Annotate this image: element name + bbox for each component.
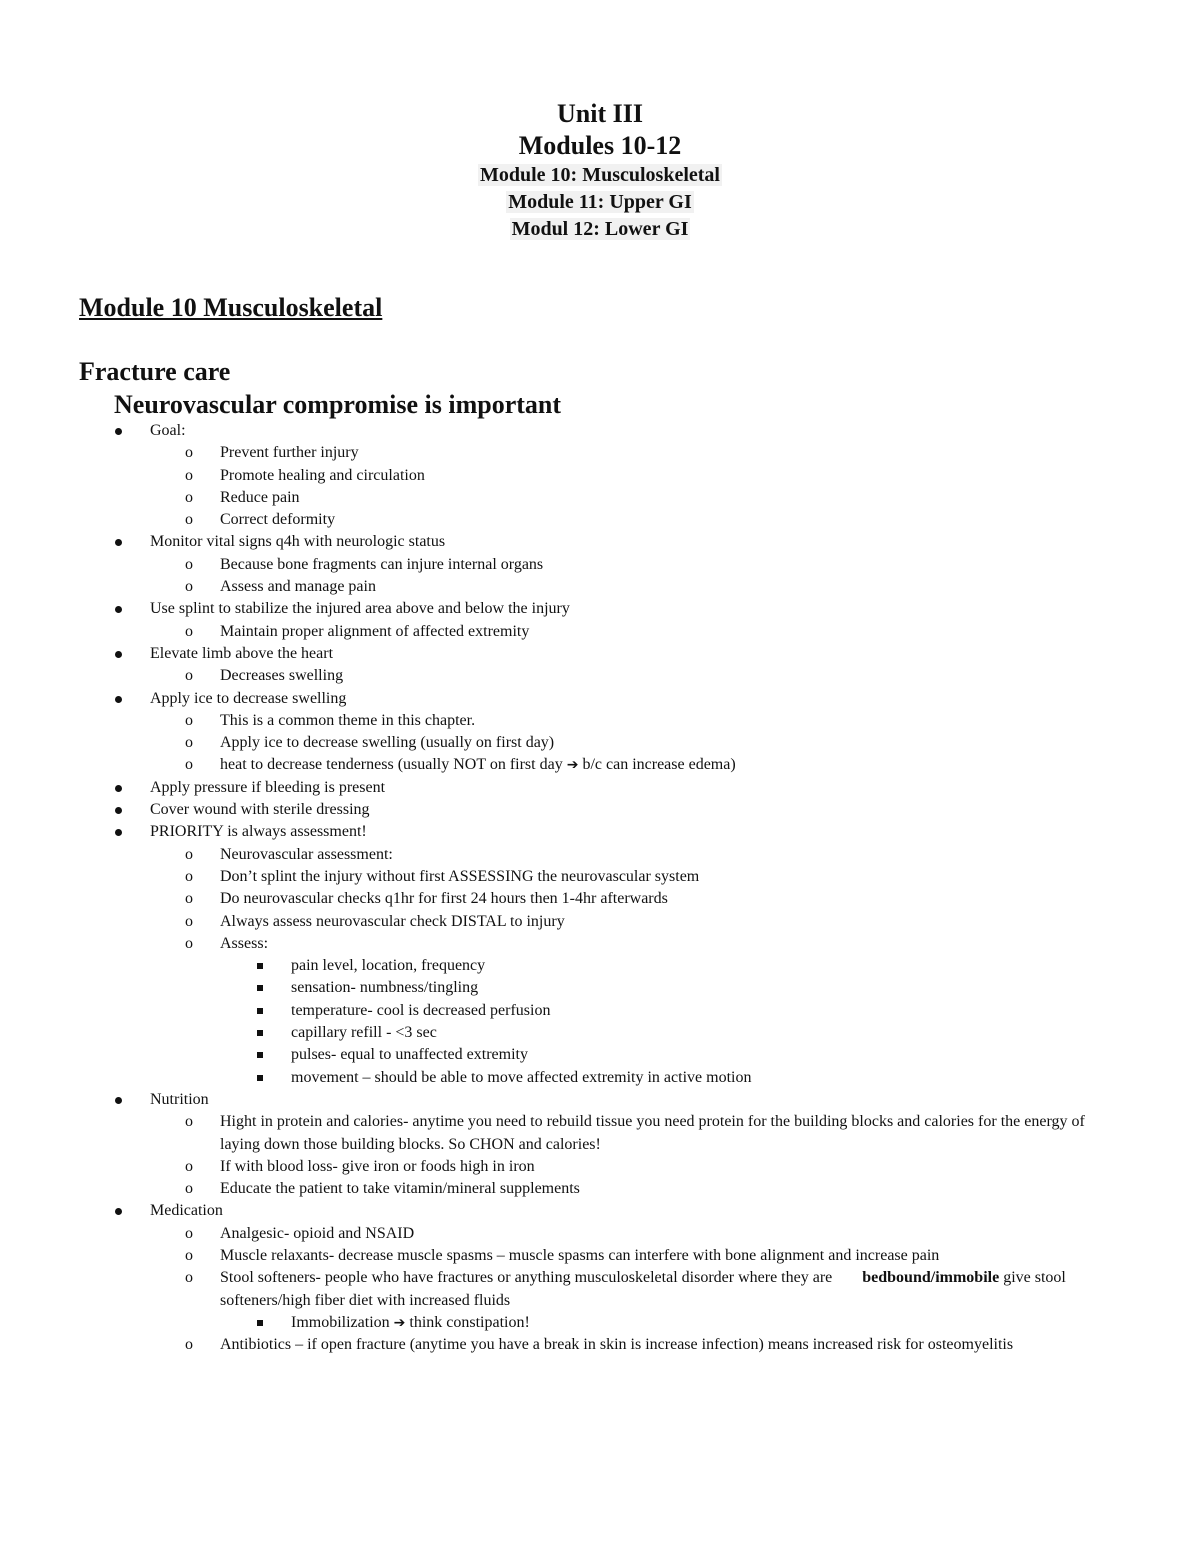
bullet-icon (115, 829, 122, 836)
list-item: Goal: (0, 420, 1200, 442)
list-item: o Don’t splint the injury without first ASSESSING the neurovascular system (0, 866, 1200, 888)
sub-bullet-icon: o (185, 555, 193, 573)
list-item: o Maintain proper alignment of affected extremity (0, 621, 1200, 643)
sub-bullet-icon: o (185, 734, 193, 752)
title-block (0, 98, 1200, 243)
list-item: sensation- numbness/tingling (0, 977, 1200, 999)
list-item: Apply pressure if bleeding is present (0, 777, 1200, 799)
square-bullet-icon (257, 963, 263, 969)
bullet-icon (115, 785, 122, 792)
list-item: o If with blood loss- give iron or foods high in iron (0, 1156, 1200, 1178)
sub-bullet-icon: o (185, 1246, 193, 1264)
bullet-icon (115, 606, 122, 613)
list-item: o Do neurovascular checks q1hr for first 24 hours then 1-4hr afterwards (0, 888, 1200, 910)
module10-subtitle: Module 10: Musculoskeletal (480, 164, 720, 186)
bullet-icon (115, 807, 122, 814)
list-item: Cover wound with sterile dressing (0, 799, 1200, 821)
sub-bullet-icon: o (185, 845, 193, 863)
sub-bullet-icon: o (185, 934, 193, 952)
square-bullet-icon (257, 1030, 263, 1036)
topic-heading: Fracture care (79, 357, 231, 386)
list-item: o Analgesic- opioid and NSAID (0, 1223, 1200, 1245)
square-bullet-icon (257, 1075, 263, 1081)
list-item: Medication (0, 1200, 1200, 1222)
list-item: o Because bone fragments can injure internal organs (0, 554, 1200, 576)
square-bullet-icon (257, 985, 263, 991)
modules-range-title: Modules 10-12 (518, 131, 682, 160)
sub-bullet-icon: o (185, 756, 193, 774)
list-item: o Stool softeners- people who have fractures or anything musculoskeletal disorder where they are bedbound/immobile give stool softeners/high fiber diet with increased fluids (185, 1269, 1066, 1309)
sub-bullet-icon: o (185, 578, 193, 596)
list-item: Monitor vital signs q4h with neurologic status (0, 531, 1200, 553)
list-item: PRIORITY is always assessment! (0, 821, 1200, 843)
list-item: o Always assess neurovascular check DISTAL to injury (0, 911, 1200, 933)
list-item: o heat to decrease tenderness (usually NOT on first day ➔ b/c can increase edema) (0, 754, 1200, 776)
list-item: Use splint to stabilize the injured area above and below the injury (0, 598, 1200, 620)
sub-bullet-icon: o (185, 511, 193, 529)
list-item: o Hight in protein and calories- anytime you need to rebuild tissue you need protein for the building blocks and calories for the energy of laying down those building blocks. So CHON and calories! (185, 1113, 1085, 1153)
sub-bullet-icon: o (185, 1157, 193, 1175)
bullet-icon (115, 651, 122, 658)
list-item: o Prevent further injury (0, 442, 1200, 464)
bullet-icon (115, 696, 122, 703)
bullet-icon (115, 1208, 122, 1215)
sub-bullet-icon: o (185, 1269, 193, 1287)
subtopic-heading: Neurovascular compromise is important (114, 390, 562, 419)
list-item: o Correct deformity (0, 509, 1200, 531)
right-arrow-icon: ➔ (393, 1314, 406, 1331)
sub-bullet-icon: o (185, 488, 193, 506)
list-item: o This is a common theme in this chapter. (0, 710, 1200, 732)
bullet-icon (115, 428, 122, 435)
list-item: pain level, location, frequency (0, 955, 1200, 977)
sub-bullet-icon: o (185, 912, 193, 930)
sub-bullet-icon: o (185, 1336, 193, 1354)
bold-emphasis: bedbound/immobile (862, 1269, 1000, 1287)
sub-bullet-icon: o (185, 867, 193, 885)
sub-bullet-icon: o (185, 1180, 193, 1198)
list-item: Apply ice to decrease swelling (0, 688, 1200, 710)
list-item: movement – should be able to move affected extremity in active motion (0, 1067, 1200, 1089)
sub-bullet-icon: o (185, 444, 193, 462)
list-item: o Promote healing and circulation (0, 465, 1200, 487)
module11-subtitle: Module 11: Upper GI (508, 191, 692, 213)
list-item: temperature- cool is decreased perfusion (0, 1000, 1200, 1022)
list-item: o Muscle relaxants- decrease muscle spasms – muscle spasms can interfere with bone alignment and increase pain (0, 1245, 1200, 1267)
list-item: capillary refill - <3 sec (0, 1022, 1200, 1044)
list-item: o Decreases swelling (0, 665, 1200, 687)
sub-bullet-icon: o (185, 711, 193, 729)
bullet-icon (115, 539, 122, 546)
sub-bullet-icon: o (185, 667, 193, 685)
module12-subtitle: Modul 12: Lower GI (511, 218, 689, 240)
list-item: o Apply ice to decrease swelling (usually on first day) (0, 732, 1200, 754)
bullet-icon (115, 1097, 122, 1104)
list-item: pulses- equal to unaffected extremity (0, 1044, 1200, 1066)
list-item: o Educate the patient to take vitamin/mineral supplements (0, 1178, 1200, 1200)
section-heading: Module 10 Musculoskeletal (79, 293, 383, 322)
square-bullet-icon (257, 1052, 263, 1058)
notes-list (0, 420, 1200, 1356)
unit-title: Unit III (557, 99, 643, 128)
sub-bullet-icon: o (185, 890, 193, 908)
sub-bullet-icon: o (185, 622, 193, 640)
list-item: o Assess and manage pain (0, 576, 1200, 598)
list-item: o Neurovascular assessment: (0, 844, 1200, 866)
sub-bullet-icon: o (185, 1224, 193, 1242)
square-bullet-icon (257, 1008, 263, 1014)
list-item: o Reduce pain (0, 487, 1200, 509)
list-item: Elevate limb above the heart (0, 643, 1200, 665)
sub-bullet-icon: o (185, 466, 193, 484)
square-bullet-icon (257, 1320, 263, 1326)
list-item: Nutrition (0, 1089, 1200, 1111)
list-item: o Antibiotics – if open fracture (anytime you have a break in skin is increase infection) means increased risk for osteomyelitis (0, 1334, 1200, 1356)
list-item: Immobilization ➔ think constipation! (0, 1312, 1200, 1334)
list-item: o Assess: (0, 933, 1200, 955)
right-arrow-icon: ➔ (566, 757, 579, 774)
sub-bullet-icon: o (185, 1113, 193, 1131)
